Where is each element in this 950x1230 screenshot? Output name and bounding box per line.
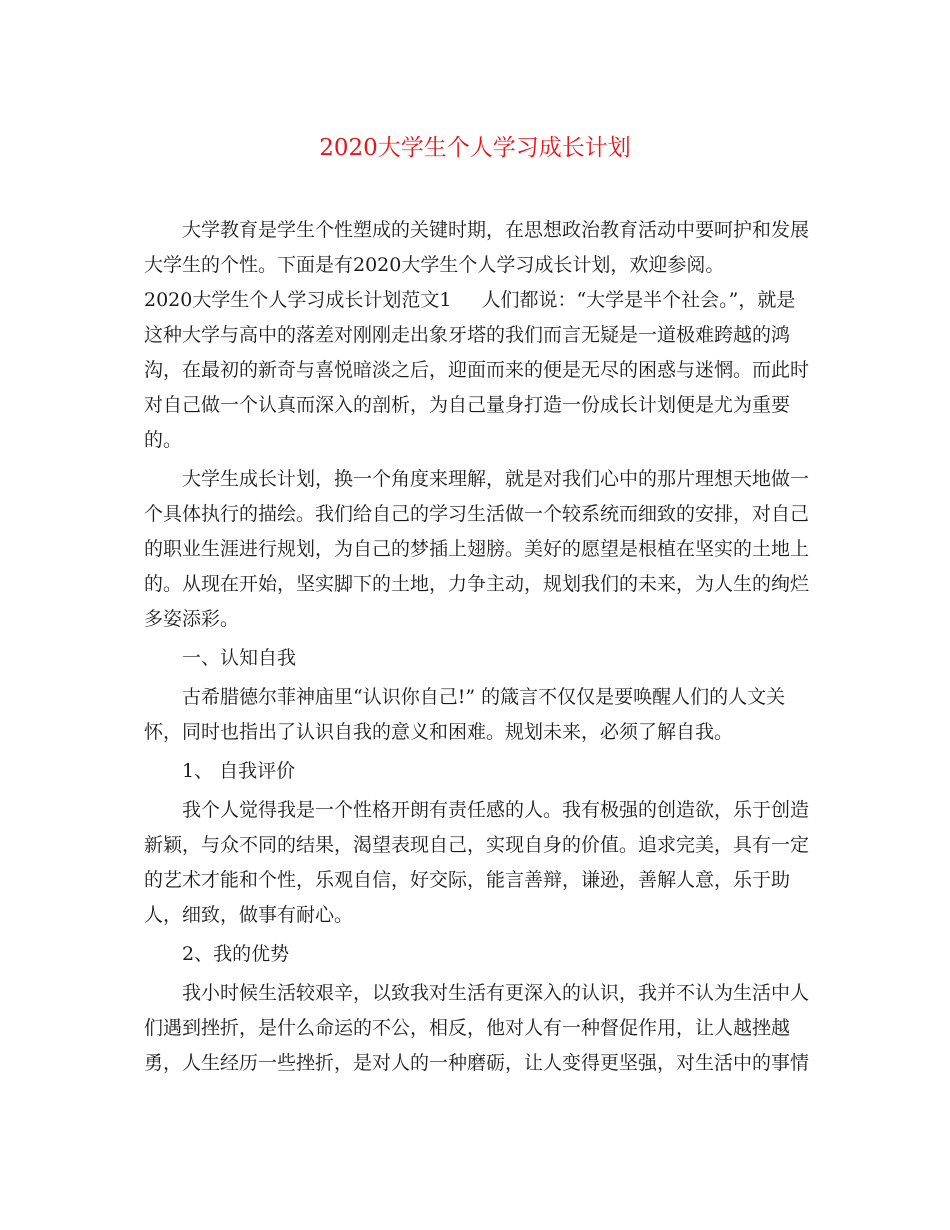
text-line: 大学生的个性。下面是有2020大学生个人学习成长计划，欢迎参阅。: [144, 254, 725, 276]
text-line: 沟，在最初的新奇与喜悦暗淡之后，迎面而来的便是无尽的困惑与迷惘。而此时: [144, 359, 810, 381]
text-line: 我个人觉得我是一个性格开朗有责任感的人。我有极强的创造欲，乐于创造: [182, 799, 810, 821]
paragraph-my-strengths: [144, 976, 812, 1081]
text-line: 的职业生涯进行规划，为自己的梦插上翅膀。美好的愿望是根植在坚实的土地上: [144, 538, 810, 560]
text-line: 这种大学与高中的落差对刚刚走出象牙塔的我们而言无疑是一道极难跨越的鸿: [144, 324, 791, 346]
text-line: 多姿添彩。: [144, 608, 240, 630]
text-line: 古希腊德尔菲神庙里“认识你自己!” 的箴言不仅仅是要唤醒人们的人文关: [182, 686, 786, 708]
text-line: 人，细致，做事有耐心。: [144, 904, 354, 926]
subheading-self-evaluation: [144, 754, 812, 789]
paragraph-growth-plan: [144, 462, 812, 637]
heading-text: 一、认知自我: [182, 647, 297, 669]
intro-paragraph: [144, 213, 812, 458]
document-body: [144, 213, 812, 1085]
text-line: 大学生成长计划，换一个角度来理解，就是对我们心中的那片理想天地做一: [182, 468, 810, 490]
heading-text: 2、我的优势: [182, 943, 290, 965]
text-line: 怀，同时也指出了认识自我的意义和困难。规划未来，必须了解自我。: [144, 721, 734, 743]
text-line: 新颖，与众不同的结果，渴望表现自己，实现自身的价值。追求完美，具有一定: [144, 834, 810, 856]
text-line: 们遇到挫折，是什么命运的不公，相反，他对人有一种督促作用，让人越挫越: [144, 1017, 791, 1039]
text-line: 的。从现在开始，坚实脚下的土地，力争主动，规划我们的未来，为人生的绚烂: [144, 573, 810, 595]
text-line: 人们都说：“大学是半个社会。”，就是: [481, 289, 796, 311]
text-line: 的。: [144, 429, 183, 451]
paragraph-know-yourself: [144, 680, 812, 750]
document-title: 2020大学生个人学习成长计划: [319, 135, 631, 161]
section-heading-self-awareness: [144, 641, 812, 676]
text-line: 对自己做一个认真而深入的剖析，为自己量身打造一份成长计划便是尤为重要: [144, 394, 791, 416]
text-line: 大学教育是学生个性塑成的关键时期，在思想政治教育活动中要呵护和发展: [182, 219, 810, 241]
text-line: 个具体执行的描绘。我们给自己的学习生活做一个较系统而细致的安排，对自己: [144, 503, 810, 525]
sample-heading: 2020大学生个人学习成长计划范文1: [144, 289, 452, 311]
heading-text: 1、 自我评价: [182, 760, 296, 782]
paragraph-self-evaluation: [144, 793, 812, 933]
text-line: 我小时候生活较艰辛，以致我对生活有更深入的认识，我并不认为生活中人: [182, 982, 810, 1004]
text-line: 的艺术才能和个性，乐观自信，好交际，能言善辩，谦逊，善解人意，乐于助: [144, 869, 791, 891]
subheading-my-strengths: [144, 937, 812, 972]
text-line: 勇，人生经历一些挫折，是对人的一种磨砺，让人变得更坚强，对生活中的事情: [144, 1052, 810, 1074]
sample-heading-line: [144, 283, 812, 318]
